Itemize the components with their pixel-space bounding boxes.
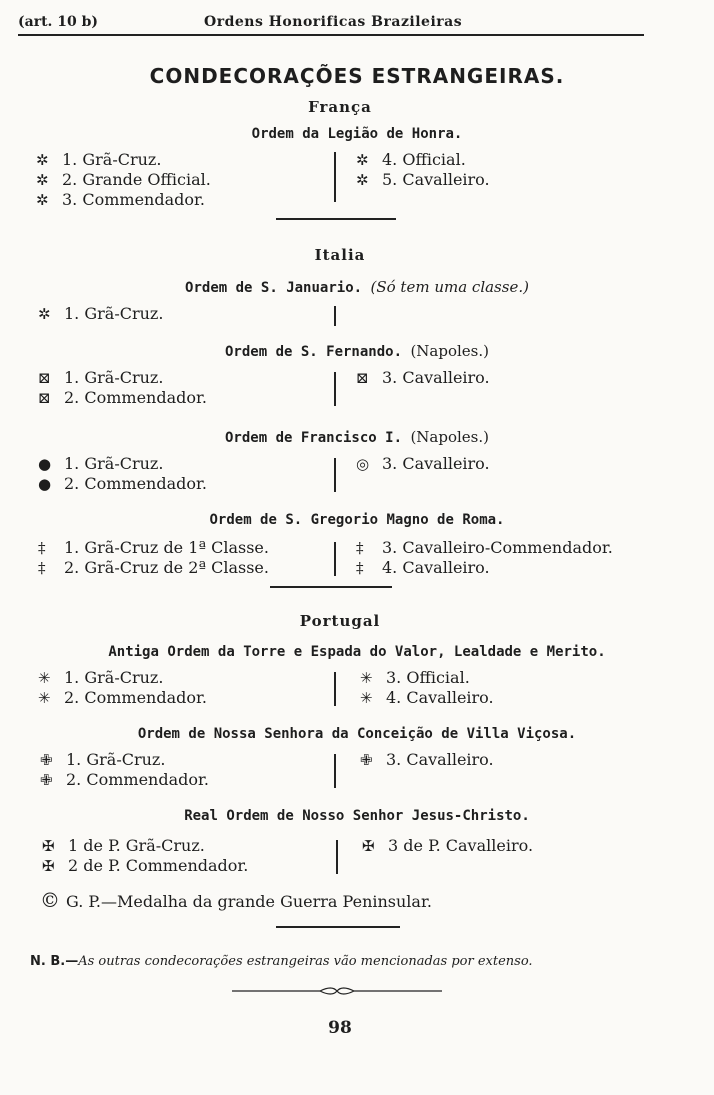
- list-item: ✲ 2. Grande Official.: [36, 170, 211, 189]
- star-burst-icon: ✳: [38, 689, 51, 707]
- order-star-icon: ✲: [36, 171, 49, 189]
- column-divider: [334, 458, 336, 492]
- column-divider: [334, 306, 336, 326]
- order-title-januario: Ordem de S. Januario. (Só tem uma classe.): [185, 278, 529, 296]
- page-title: CONDECORAÇÕES ESTRANGEIRAS.: [149, 64, 565, 88]
- medallion-icon: ●: [38, 475, 52, 493]
- section-rule: [276, 926, 400, 928]
- column-divider: [334, 672, 336, 706]
- double-cross-icon: ‡: [38, 539, 46, 557]
- order-title-legiao: Ordem da Legião de Honra.: [251, 126, 463, 142]
- list-item: ✳ 4. Cavalleiro.: [360, 688, 494, 707]
- list-item: ✠ 2 de P. Commendador.: [42, 856, 249, 875]
- square-cross-icon: ⊠: [38, 369, 51, 387]
- list-item: ● 2. Commendador.: [38, 474, 207, 493]
- list-item: ✲ 3. Commendador.: [36, 190, 205, 209]
- double-cross-icon: ‡: [356, 559, 364, 577]
- order-title-conceicao: Ordem de Nossa Senhora da Conceição de Villa Viçosa.: [137, 726, 577, 742]
- order-title-fernando: Ordem de S. Fernando. (Napoles.): [225, 342, 489, 360]
- order-title-francisco: Ordem de Francisco I. (Napoles.): [225, 428, 489, 446]
- order-star-icon: ✲: [36, 151, 49, 169]
- double-cross-icon: ‡: [356, 539, 364, 557]
- footnote-text: As outras condecorações estrangeiras vão mencionadas por extenso.: [78, 954, 533, 969]
- column-divider: [336, 840, 338, 874]
- order-star-icon: ✲: [356, 151, 369, 169]
- star-burst-icon: ✳: [360, 669, 373, 687]
- page-number: 98: [328, 1018, 352, 1038]
- column-divider: [334, 542, 336, 576]
- running-header: [18, 14, 644, 36]
- list-item: ✳ 2. Commendador.: [38, 688, 207, 707]
- order-note: (Napoles.): [410, 342, 489, 360]
- order-star-icon: ✲: [38, 305, 51, 323]
- list-item: ✳ 1. Grã-Cruz.: [38, 668, 164, 687]
- section-rule: [270, 586, 392, 588]
- column-divider: [334, 372, 336, 406]
- footnote: [30, 954, 533, 969]
- list-item: ✙ 2. Commendador.: [40, 770, 209, 789]
- star-burst-icon: ✳: [38, 669, 51, 687]
- list-item: ✲ 5. Cavalleiro.: [356, 170, 490, 189]
- list-item: ‡ 2. Grã-Cruz de 2ª Classe.: [38, 558, 269, 577]
- list-item: ‡ 1. Grã-Cruz de 1ª Classe.: [38, 538, 269, 557]
- medal-entry: © G. P.—Medalha da grande Guerra Peninsular.: [40, 888, 432, 912]
- list-item: ✠ 1 de P. Grã-Cruz.: [42, 836, 205, 855]
- square-cross-icon: ⊠: [38, 389, 51, 407]
- country-heading-franca: França: [308, 98, 372, 116]
- order-title-gregorio: Ordem de S. Gregorio Magno de Roma.: [209, 512, 505, 528]
- order-title-torre: Antiga Ordem da Torre e Espada do Valor, Lealdade e Merito.: [108, 644, 606, 660]
- cross-pattee-icon: ✙: [40, 751, 53, 769]
- country-heading-portugal: Portugal: [299, 612, 381, 630]
- footnote-label: N. B.—: [30, 954, 79, 969]
- list-item: ✲ 1. Grã-Cruz.: [36, 150, 162, 169]
- running-title: Ordens Honorificas Brazileiras: [204, 14, 463, 30]
- section-rule: [276, 218, 396, 220]
- christ-cross-icon: ✠: [42, 857, 55, 875]
- christ-cross-icon: ✠: [42, 837, 55, 855]
- list-item: ‡ 3. Cavalleiro-Commendador.: [356, 538, 613, 557]
- square-cross-icon: ⊠: [356, 369, 369, 387]
- star-burst-icon: ✳: [360, 689, 373, 707]
- double-cross-icon: ‡: [38, 559, 46, 577]
- list-item: ✲ 1. Grã-Cruz.: [38, 304, 164, 323]
- country-heading-italia: Italia: [314, 246, 366, 264]
- article-reference: (art. 10 b): [18, 14, 99, 30]
- ring-medal-icon: ◎: [356, 455, 370, 473]
- order-star-icon: ✲: [36, 191, 49, 209]
- ornament-divider-icon: [232, 985, 442, 997]
- list-item: ◎ 3. Cavalleiro.: [356, 454, 490, 473]
- list-item: ✙ 1. Grã-Cruz.: [40, 750, 166, 769]
- list-item: ✠ 3 de P. Cavalleiro.: [362, 836, 534, 855]
- christ-cross-icon: ✠: [362, 837, 375, 855]
- list-item: ⊠ 3. Cavalleiro.: [356, 368, 490, 387]
- copyright-medal-icon: ©: [40, 888, 60, 912]
- cross-pattee-icon: ✙: [40, 771, 53, 789]
- cross-pattee-icon: ✙: [360, 751, 373, 769]
- list-item: ⊠ 2. Commendador.: [38, 388, 207, 407]
- list-item: ✳ 3. Official.: [360, 668, 470, 687]
- order-title-christo: Real Ordem de Nosso Senhor Jesus-Christo.: [184, 808, 530, 824]
- column-divider: [334, 152, 336, 202]
- list-item: ✲ 4. Official.: [356, 150, 466, 169]
- list-item: ● 1. Grã-Cruz.: [38, 454, 164, 473]
- order-note: (Napoles.): [410, 428, 489, 446]
- medallion-icon: ●: [38, 455, 52, 473]
- order-note: (Só tem uma classe.): [370, 278, 529, 296]
- order-star-icon: ✲: [356, 171, 369, 189]
- list-item: ⊠ 1. Grã-Cruz.: [38, 368, 164, 387]
- list-item: ✙ 3. Cavalleiro.: [360, 750, 494, 769]
- list-item: ‡ 4. Cavalleiro.: [356, 558, 490, 577]
- column-divider: [334, 754, 336, 788]
